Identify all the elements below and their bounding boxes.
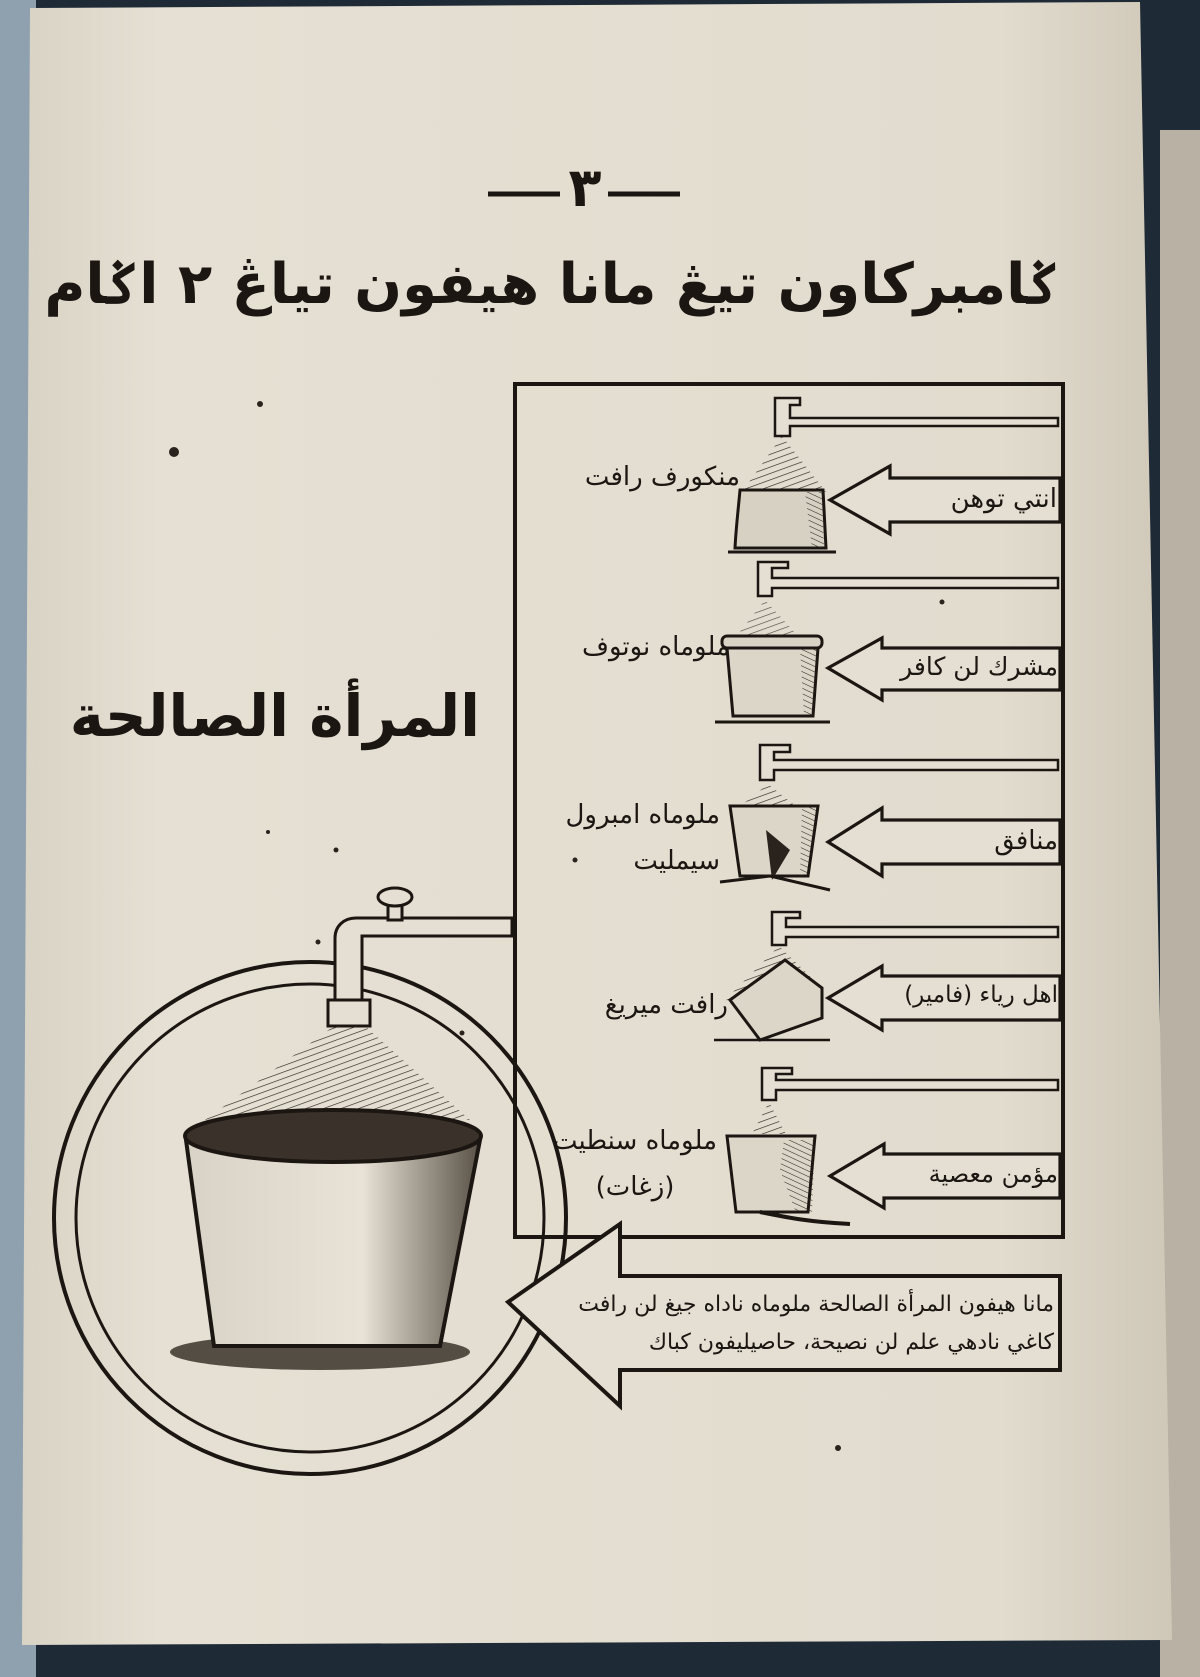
big-faucet-nozzle	[328, 1000, 370, 1026]
arrow-label-row-3: منافق	[994, 826, 1058, 856]
vessel-label-row-2: ملوماه نوتوف	[582, 632, 730, 662]
bottom-arrow-line-1: مانا هيفون المرأة الصالحة ملوماه ناداه جيغ لن رافت	[578, 1292, 1054, 1317]
arrow-label-row-2: مشرك لن كافر	[900, 652, 1058, 681]
arrow-label-row-1: انتي توهن	[950, 484, 1057, 514]
big-pot-rim	[185, 1110, 481, 1162]
arrow-label-row-4: اهل رياء (فامير)	[904, 982, 1058, 1008]
big-pot	[186, 1140, 480, 1346]
bottom-arrow-line-2: كاغي نادهي علم لن نصيحة، حاصيليفون كباك	[648, 1330, 1054, 1355]
big-faucet-knob	[378, 888, 412, 906]
vessel-label-row-5: ملوماه سنطيت (زغات)	[552, 1126, 718, 1202]
vessel-label-row-3: ملوماه امبرول سيمليت	[565, 800, 720, 876]
page-number: ٣	[568, 156, 602, 219]
vessel-label-row-4: رافت ميريغ	[604, 990, 728, 1020]
vessel-label-row-1: منكورف رافت	[584, 462, 740, 492]
arrow-label-row-5: مؤمن معصية	[928, 1160, 1058, 1188]
page-title: ݢامبركاون تيڠ مانا هيفون تياڠ ٢ اݢام	[44, 252, 1060, 317]
side-label: المرأة الصالحة	[69, 682, 480, 750]
